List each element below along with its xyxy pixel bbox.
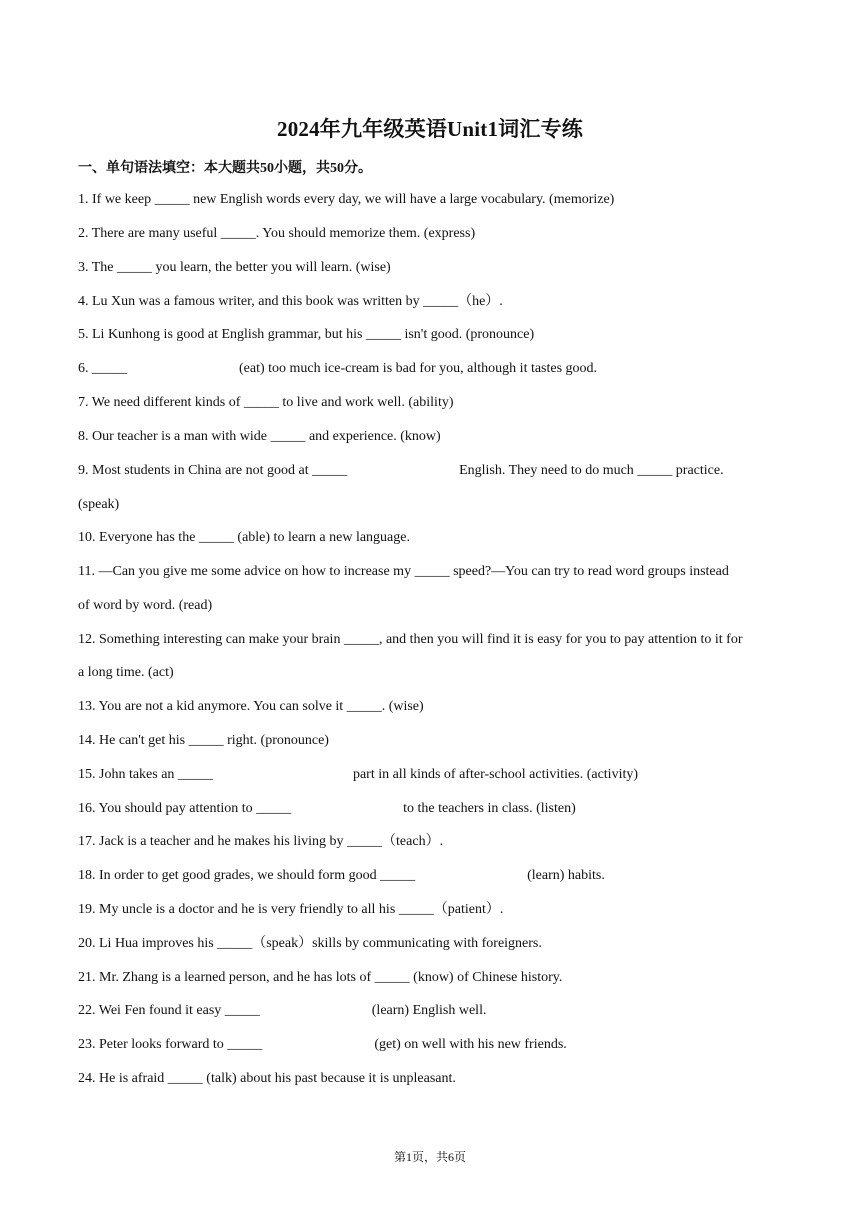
question-text: 9. Most students in China are not good at _____ xyxy=(78,463,348,478)
question-text: 6. _____ xyxy=(78,361,127,376)
question-text: 12. Something interesting can make your brain _____, and then you will find it is easy for you to pay attention to it for xyxy=(78,632,743,647)
question-19 xyxy=(78,893,788,927)
question-text: 14. He can't get his _____ right. (pronounce) xyxy=(78,733,329,748)
question-7 xyxy=(78,386,788,420)
question-4 xyxy=(78,285,788,319)
question-text: 18. In order to get good grades, we should form good _____ xyxy=(78,868,416,883)
question-text: 16. You should pay attention to _____ xyxy=(78,801,292,816)
question-11 xyxy=(78,555,788,589)
question-24 xyxy=(78,1062,788,1096)
question-23 xyxy=(78,1028,788,1062)
question-text: 10. Everyone has the _____ (able) to learn a new language. xyxy=(78,530,410,545)
question-21 xyxy=(78,961,788,995)
question-text: 2. There are many useful _____. You should memorize them. (express) xyxy=(78,226,476,241)
question-text: 1. If we keep _____ new English words every day, we will have a large vocabulary. (memorize) xyxy=(78,192,615,207)
question-text: a long time. (act) xyxy=(78,665,174,680)
question-text-tail: part in all kinds of after-school activities. (activity) xyxy=(352,767,639,782)
question-9-continued xyxy=(78,488,788,522)
question-text: (speak) xyxy=(78,497,120,512)
question-8 xyxy=(78,420,788,454)
question-text-tail: (learn) habits. xyxy=(527,868,605,883)
section-heading: 一、单句语法填空：本大题共50小题，共50分。 xyxy=(78,161,372,176)
question-text: 17. Jack is a teacher and he makes his living by _____（teach）. xyxy=(78,834,444,849)
question-text: 7. We need different kinds of _____ to live and work well. (ability) xyxy=(78,395,454,410)
question-text: of word by word. (read) xyxy=(78,598,213,613)
page-number: 第1页，共6页 xyxy=(393,1150,466,1164)
question-text: 11. —Can you give me some advice on how to increase my _____ speed?—You can try to read word groups instead xyxy=(78,564,729,579)
question-text: 3. The _____ you learn, the better you will learn. (wise) xyxy=(78,260,391,275)
question-text: 13. You are not a kid anymore. You can solve it _____. (wise) xyxy=(78,699,424,714)
question-text: 20. Li Hua improves his _____（speak）skills by communicating with foreigners. xyxy=(78,936,542,951)
page-title: 2024年九年级英语Unit1词汇专练 xyxy=(277,117,583,141)
question-text: 8. Our teacher is a man with wide _____ and experience. (know) xyxy=(78,429,441,444)
question-text-tail: (learn) English well. xyxy=(371,1003,487,1018)
question-text: 15. John takes an _____ xyxy=(78,767,213,782)
question-10 xyxy=(78,521,788,555)
question-text-tail: to the teachers in class. (listen) xyxy=(403,801,576,816)
question-5 xyxy=(78,318,788,352)
question-17 xyxy=(78,825,788,859)
question-3 xyxy=(78,251,788,285)
question-22 xyxy=(78,994,788,1028)
question-text: 19. My uncle is a doctor and he is very friendly to all his _____（patient）. xyxy=(78,902,504,917)
question-text-tail: (eat) too much ice-cream is bad for you, although it tastes good. xyxy=(239,361,598,376)
question-6 xyxy=(78,352,788,386)
question-12 xyxy=(78,623,788,657)
question-text: 21. Mr. Zhang is a learned person, and he has lots of _____ (know) of Chinese history. xyxy=(78,970,563,985)
question-text: 5. Li Kunhong is good at English grammar, but his _____ isn't good. (pronounce) xyxy=(78,327,535,342)
question-12-continued xyxy=(78,656,788,690)
question-text-tail: English. They need to do much _____ practice. xyxy=(459,463,724,478)
question-2 xyxy=(78,217,788,251)
question-text: 4. Lu Xun was a famous writer, and this book was written by _____（he）. xyxy=(78,294,503,309)
question-15 xyxy=(78,758,788,792)
question-18 xyxy=(78,859,788,893)
question-1 xyxy=(78,183,788,217)
question-16 xyxy=(78,792,788,826)
question-14 xyxy=(78,724,788,758)
question-9 xyxy=(78,454,788,488)
question-text: 24. He is afraid _____ (talk) about his past because it is unpleasant. xyxy=(78,1071,456,1086)
question-13 xyxy=(78,690,788,724)
question-text: 22. Wei Fen found it easy _____ xyxy=(78,1003,260,1018)
question-20 xyxy=(78,927,788,961)
question-text-tail: (get) on well with his new friends. xyxy=(374,1037,567,1052)
question-text: 23. Peter looks forward to _____ xyxy=(78,1037,263,1052)
question-11-continued xyxy=(78,589,788,623)
